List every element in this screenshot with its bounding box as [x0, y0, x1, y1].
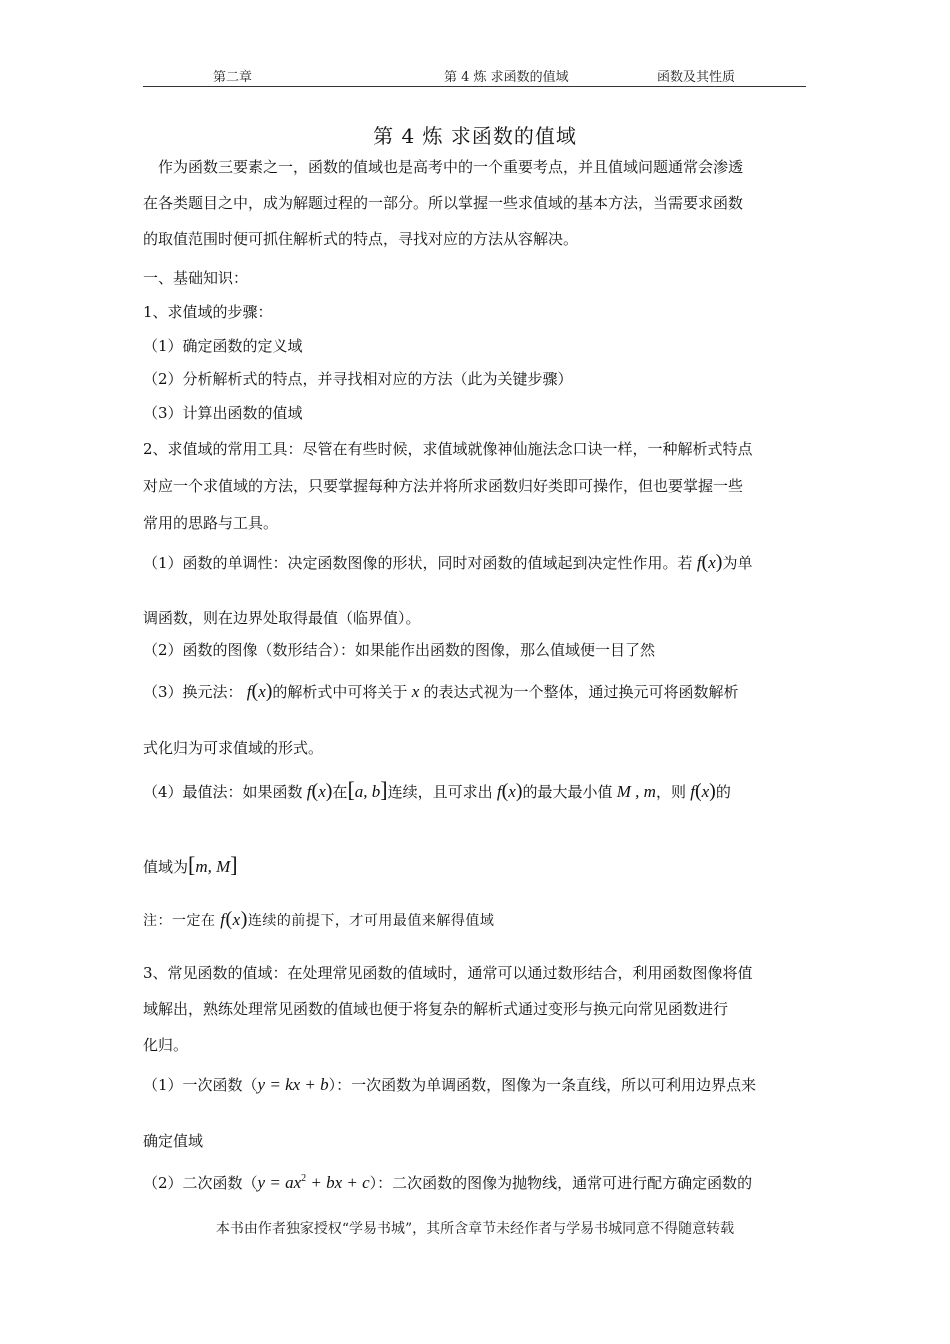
fx-formula: f(x) [690, 780, 716, 802]
tool1-cont: 调函数，则在边界处取得最值（临界值）。 [143, 609, 421, 627]
tool3-cont: 式化归为可求值域的形式。 [143, 739, 324, 757]
intro-line-1: 作为函数三要素之一，函数的值域也是高考中的一个重要考点，并且值域问题通常会渗透 [158, 158, 744, 176]
common-functions-line-2: 域解出，熟练处理常见函数的值域也便于将复杂的解析式通过变形与换元向常见函数进行 [143, 1000, 729, 1018]
interval-ab: [a, b] [347, 777, 388, 802]
common-functions-line-1: 3、常见函数的值域：在处理常见函数的值域时，通常可以通过数形结合，利用函数图像将值 [143, 964, 753, 982]
max-min-values: M , m [616, 782, 656, 801]
note: 注：一定在 f(x)连续的前提下，才可用最值来解得值域 [143, 908, 495, 930]
header-topic: 函数及其性质 [657, 70, 736, 85]
header-rule [143, 86, 806, 87]
fx-formula: f(x) [696, 551, 723, 573]
tool1-text-end: 为单 [722, 554, 753, 572]
intro-line-3: 的取值范围时便可抓住解析式的特点，寻找对应的方法从容解决。 [143, 230, 579, 248]
tool-substitution: （3）换元法： f(x)的解析式中可将关于 x 的表达式视为一个整体，通过换元可将函数解析 [143, 680, 739, 702]
quadratic-formula: $y = ax^2$ + bx + c [257, 1173, 370, 1192]
x-variable: x [411, 682, 420, 701]
fx-formula: f(x) [306, 780, 333, 802]
tools-line-3: 常用的思路与工具。 [143, 514, 279, 532]
fx-formula: f(x) [220, 908, 248, 930]
tools-line-2: 对应一个求值域的方法，只要掌握每种方法并将所求函数归好类即可操作，但也要掌握一些 [143, 477, 744, 495]
tool-monotonicity [143, 545, 808, 580]
step-3: （3）计算出函数的值域 [143, 404, 303, 422]
intro-line-2: 在各类题目之中，成为解题过程的一部分。所以掌握一些求值域的基本方法，当需要求函数 [143, 194, 744, 212]
fx-formula: f(x) [246, 680, 273, 702]
tool-extremum: （4）最值法：如果函数 f(x)在[a, b]连续，且可求出 f(x)的最大最小值 M , m，则 f(x)的 [143, 777, 731, 802]
linear-formula: y = kx + b [257, 1075, 329, 1094]
copyright-footer: 本书由作者独家授权“学易书城”，其所含章节未经作者与学易书城同意不得随意转载 [215, 1221, 735, 1237]
fx-formula: f(x) [496, 780, 523, 802]
linear-cont: 确定值域 [143, 1132, 204, 1150]
header-section: 第 4 炼 求函数的值域 [444, 70, 569, 85]
tool-graph: （2）函数的图像（数形结合）：如果能作出函数的图像，那么值域便一目了然 [143, 641, 656, 659]
tool1-text: （1）函数的单调性：决定函数图像的形状，同时对函数的值域起到决定性作用。若 [143, 554, 693, 572]
step-1: （1）确定函数的定义域 [143, 337, 303, 355]
common-functions-line-3: 化归。 [143, 1036, 189, 1054]
steps-heading: 1、求值域的步骤： [143, 303, 273, 321]
header-chapter: 第二章 [213, 70, 253, 85]
section-heading-basics: 一、基础知识： [143, 269, 249, 287]
tools-line-1: 2、求值域的常用工具：尽管在有些时候，求值域就像神仙施法念口诀一样，一种解析式特点 [143, 440, 753, 458]
tool4-cont: 值域为[m, M] [143, 852, 238, 877]
step-2: （2）分析解析式的特点，并寻找相对应的方法（此为关键步骤） [143, 370, 573, 388]
interval-mM: [m, M] [188, 852, 238, 877]
quadratic-function: （2）二次函数（$y = ax^2$ + bx + c）：二次函数的图像为抛物线，通常可进行配方确定函数的 [143, 1173, 753, 1192]
page-title: 第 4 炼 求函数的值域 [373, 124, 577, 148]
linear-function: （1）一次函数（y = kx + b）：一次函数为单调函数，图像为一条直线，所以可利用边界点来 [143, 1075, 757, 1094]
